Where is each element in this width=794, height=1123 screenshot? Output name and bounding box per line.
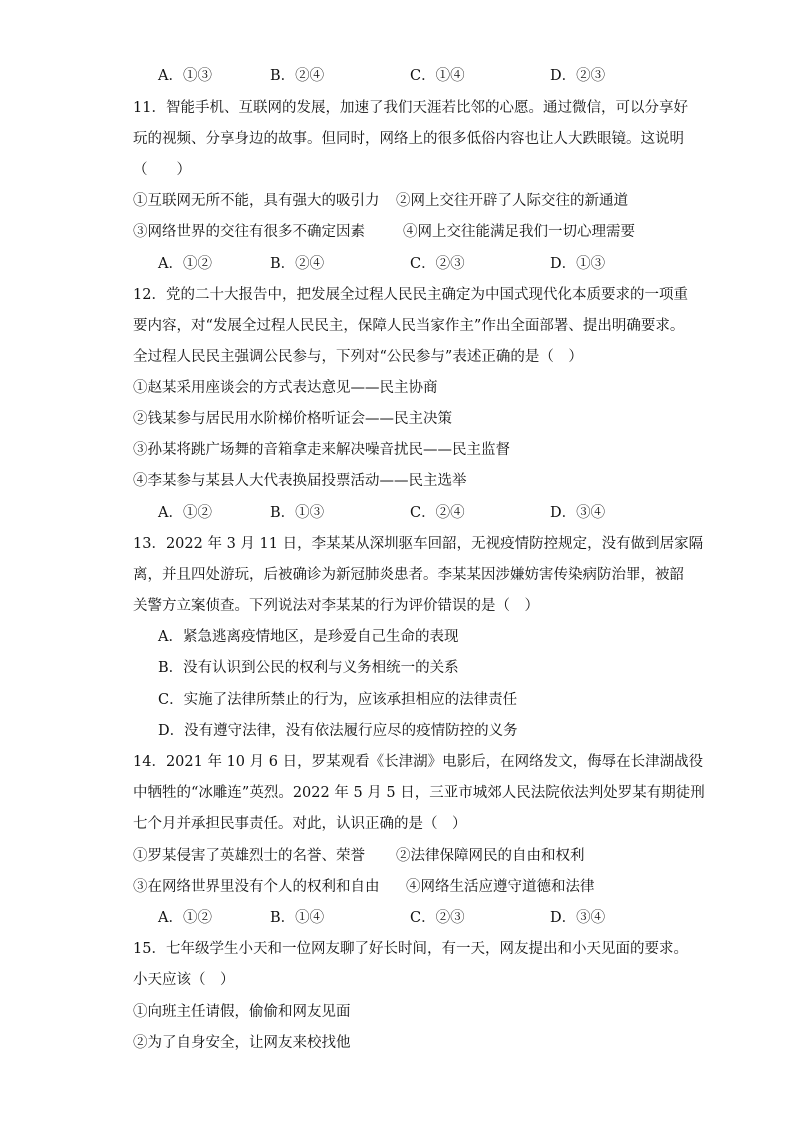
q11-option-a[interactable]: A．①② — [158, 256, 212, 272]
q12-statement-3: ③孙某将跳广场舞的音箱拿走来解决噪音扰民——民主监督 — [133, 442, 510, 458]
q11-option-b[interactable]: B．②④ — [270, 256, 325, 272]
q14-options — [158, 908, 618, 928]
q10-option-b[interactable]: B．②④ — [270, 68, 325, 84]
q13-choice-b[interactable]: B．没有认识到公民的权利与义务相统一的关系 — [158, 660, 459, 676]
q12-option-c[interactable]: C．②④ — [410, 505, 465, 521]
q14-statements-row-1 — [133, 846, 653, 866]
q11-statement-3: ③网络世界的交往有很多不确定因素 — [133, 224, 365, 240]
q12-statement-4: ④李某参与某县人大代表换届投票活动——民主选举 — [133, 473, 467, 489]
q12-option-d[interactable]: D．③④ — [550, 505, 606, 521]
q12-statement-2: ②钱某参与居民用水阶梯价格听证会——民主决策 — [133, 411, 452, 427]
q12-option-a[interactable]: A．①② — [158, 505, 212, 521]
q14-statements-row-2 — [133, 877, 653, 897]
q13-choice-a[interactable]: A．紧急逃离疫情地区，是珍爱自己生命的表现 — [158, 629, 459, 645]
q11-stem-line-1: 11．智能手机、互联网的发展，加速了我们天涯若比邻的心愿。通过微信，可以分享好 — [133, 100, 688, 116]
q14-statement-1: ①罗某侵害了英雄烈士的名誉、荣誉 — [133, 848, 365, 864]
q10-option-d[interactable]: D．②③ — [550, 68, 606, 84]
q14-stem-line-1: 14．2021 年 10 月 6 日，罗某观看《长津湖》电影后，在网络发文，侮辱在长津湖战役 — [133, 754, 704, 770]
q10-option-a[interactable]: A．①③ — [158, 68, 212, 84]
q13-stem-line-3: 关警方立案侦查。下列说法对李某某的行为评价错误的是（ ） — [133, 598, 539, 614]
q11-option-c[interactable]: C．②③ — [410, 256, 465, 272]
q11-statement-1: ①互联网无所不能，具有强大的吸引力 — [133, 193, 380, 209]
q11-stem-line-2: 玩的视频、分享身边的故事。但同时，网络上的很多低俗内容也让人大跌眼镜。这说明 — [133, 131, 684, 147]
q14-option-a[interactable]: A．①② — [158, 910, 212, 926]
q12-stem-line-1: 12．党的二十大报告中，把发展全过程人民民主确定为中国式现代化本质要求的一项重 — [133, 287, 688, 303]
q14-statement-4: ④网络生活应遵守道德和法律 — [406, 879, 595, 895]
q13-stem-line-1: 13．2022 年 3 月 11 日，李某某从深圳驱车回韶，无视疫情防控规定，没有做到居家隔 — [133, 536, 704, 552]
q14-option-c[interactable]: C．②③ — [410, 910, 465, 926]
q13-choice-c[interactable]: C．实施了法律所禁止的行为，应该承担相应的法律责任 — [158, 692, 518, 708]
q11-statement-2: ②网上交往开辟了人际交往的新通道 — [396, 193, 628, 209]
q13-choice-d[interactable]: D．没有遵守法律，没有依法履行应尽的疫情防控的义务 — [158, 723, 518, 739]
q15-statement-2: ②为了自身安全，让网友来校找他 — [133, 1035, 351, 1051]
q15-stem-line-1: 15．七年级学生小天和一位网友聊了好长时间，有一天，网友提出和小天见面的要求。 — [133, 941, 688, 957]
q14-stem-line-3: 七个月并承担民事责任。对此，认识正确的是（ ） — [133, 816, 467, 832]
q11-statement-4: ④网上交往能满足我们一切心理需要 — [403, 224, 635, 240]
q12-stem-line-2: 要内容，对“发展全过程人民民主，保障人民当家作主”作出全面部署、提出明确要求。 — [133, 318, 685, 334]
q14-statement-3: ③在网络世界里没有个人的权利和自由 — [133, 879, 380, 895]
q11-stem-line-3: （ ） — [133, 162, 191, 178]
q14-option-d[interactable]: D．③④ — [550, 910, 606, 926]
q15-stem-line-2: 小天应该（ ） — [133, 972, 235, 988]
q10-options — [158, 66, 618, 86]
q11-option-d[interactable]: D．①③ — [550, 256, 606, 272]
q11-statements-row-1 — [133, 191, 653, 211]
q14-stem-line-2: 中牺牲的“冰雕连”英烈。2022 年 5 月 5 日，三亚市城郊人民法院依法判处罗某有期徒刑 — [133, 785, 705, 801]
q13-stem-line-2: 离，并且四处游玩，后被确诊为新冠肺炎患者。李某某因涉嫌妨害传染病防治罪，被韶 — [133, 567, 684, 583]
q14-option-b[interactable]: B．①④ — [270, 910, 325, 926]
q12-option-b[interactable]: B．①③ — [270, 505, 325, 521]
q12-stem-line-3: 全过程人民民主强调公民参与，下列对“公民参与”表述正确的是（ ） — [133, 349, 583, 365]
q11-options — [158, 254, 618, 274]
q12-statement-1: ①赵某采用座谈会的方式表达意见——民主协商 — [133, 380, 438, 396]
q11-statements-row-2 — [133, 222, 653, 242]
q15-statement-1: ①向班主任请假，偷偷和网友见面 — [133, 1004, 351, 1020]
q10-option-c[interactable]: C．①④ — [410, 68, 465, 84]
q14-statement-2: ②法律保障网民的自由和权利 — [396, 848, 585, 864]
q12-options — [158, 503, 618, 523]
